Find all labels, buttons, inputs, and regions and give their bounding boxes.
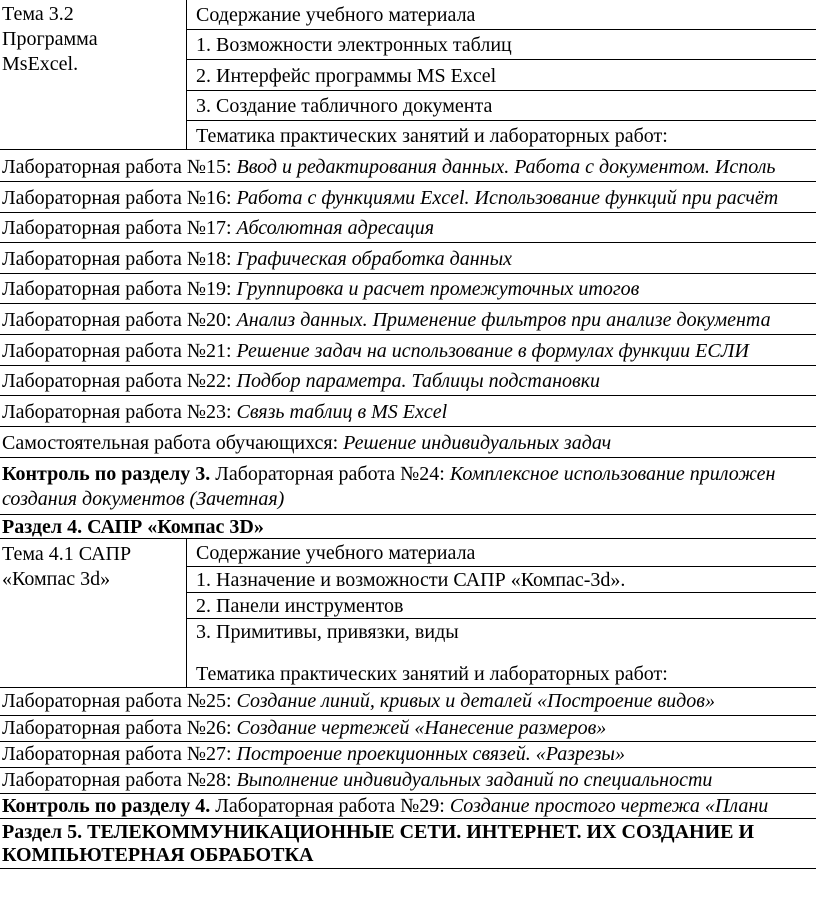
row-divider: [0, 687, 816, 688]
lab-label: Лабораторная работа №17:: [2, 217, 237, 239]
lab-label: Лабораторная работа №29:: [210, 795, 450, 817]
content-item: 3. Примитивы, привязки, виды: [196, 621, 459, 643]
row-divider: [0, 181, 816, 182]
self-study-title: Решение индивидуальных задач: [343, 432, 612, 454]
row-divider: [186, 566, 816, 567]
lab-label: Лабораторная работа №20:: [2, 309, 237, 331]
lab-title: Ввод и редактирования данных. Работа с документом. Исполь: [236, 156, 776, 178]
row-divider: [0, 395, 816, 396]
topic-4-1-title: Тема 4.1 САПР: [2, 543, 132, 565]
topic-3-2-title: MsExcel.: [2, 53, 79, 75]
section-control-row: [2, 462, 816, 486]
column-divider: [186, 0, 187, 149]
lab-row: [2, 277, 816, 301]
topic-4-1-title: «Компас 3d»: [2, 568, 111, 590]
row-divider: [186, 592, 816, 593]
row-divider: [0, 149, 816, 150]
lab-title: создания документов (Зачетная): [2, 488, 285, 510]
row-divider: [0, 426, 816, 427]
lab-title: Решение задач на использование в формулах функции ЕСЛИ: [236, 340, 749, 362]
content-item: 1. Возможности электронных таблиц: [196, 34, 512, 56]
lab-row: [2, 308, 816, 332]
lab-row: [2, 369, 816, 393]
content-header: Содержание учебного материала: [196, 4, 476, 26]
lab-title: Анализ данных. Применение фильтров при анализе документа: [236, 309, 771, 331]
lab-title: Построение проекционных связей. «Разрезы»: [236, 743, 625, 765]
lab-title: Абсолютная адресация: [236, 217, 434, 239]
row-divider: [0, 242, 816, 243]
topic-3-2-title: Тема 3.2: [2, 3, 74, 25]
lab-title: Создание чертежей «Нанесение размеров»: [236, 717, 607, 739]
section-5-heading: Раздел 5. ТЕЛЕКОММУНИКАЦИОННЫЕ СЕТИ. ИНТЕРНЕТ. ИХ СОЗДАНИЕ И: [2, 821, 755, 843]
lab-row: [2, 339, 816, 363]
lab-title: Подбор параметра. Таблицы подстановки: [236, 370, 601, 392]
row-divider: [186, 90, 816, 91]
lab-label: Лабораторная работа №15:: [2, 156, 237, 178]
content-item: 2. Панели инструментов: [196, 595, 404, 617]
row-divider: [186, 59, 816, 60]
lab-row: [2, 216, 816, 240]
practical-topics-header: Тематика практических занятий и лабораторных работ:: [196, 125, 668, 147]
self-study-row: [2, 431, 816, 455]
lab-label: Лабораторная работа №28:: [2, 769, 237, 791]
lab-row: [2, 768, 816, 792]
row-divider: [0, 212, 816, 213]
control-label: Контроль по разделу 3.: [2, 463, 211, 485]
lab-title: Комплексное использование приложен: [449, 463, 776, 485]
content-item: 2. Интерфейс программы MS Excel: [196, 65, 497, 87]
content-header: Содержание учебного материала: [196, 542, 476, 564]
lab-label: Лабораторная работа №23:: [2, 401, 237, 423]
lab-row: [2, 155, 816, 179]
row-divider: [0, 457, 816, 458]
row-divider: [0, 818, 816, 819]
row-divider: [0, 334, 816, 335]
column-divider: [186, 538, 187, 687]
lab-label: Лабораторная работа №25:: [2, 690, 237, 712]
lab-title: Создание простого чертежа «Плани: [449, 795, 769, 817]
lab-row: [2, 742, 816, 766]
lab-label: Лабораторная работа №21:: [2, 340, 237, 362]
lab-label: Лабораторная работа №27:: [2, 743, 237, 765]
row-divider: [0, 303, 816, 304]
section-4-heading: Раздел 4. САПР «Компас 3D»: [2, 516, 264, 538]
lab-label: Лабораторная работа №22:: [2, 370, 237, 392]
content-item: 3. Создание табличного документа: [196, 95, 493, 117]
row-divider: [0, 273, 816, 274]
lab-row: [2, 689, 816, 713]
lab-title: Связь таблиц в MS Excel: [236, 401, 448, 423]
self-study-label: Самостоятельная работа обучающихся:: [2, 432, 344, 454]
control-label: Контроль по разделу 4.: [2, 795, 211, 817]
lab-title: Создание линий, кривых и деталей «Построение видов»: [236, 690, 715, 712]
lab-label: Лабораторная работа №19:: [2, 278, 237, 300]
lab-label: Лабораторная работа №26:: [2, 717, 237, 739]
row-divider: [186, 618, 816, 619]
section-5-heading: КОМПЬЮТЕРНАЯ ОБРАБОТКА: [2, 844, 314, 866]
lab-title: Выполнение индивидуальных заданий по специальности: [236, 769, 713, 791]
lab-row: [2, 716, 816, 740]
section-control-row-continued: [2, 487, 816, 511]
topic-3-2-title: Программа: [2, 28, 98, 50]
lab-row: [2, 247, 816, 271]
lab-label: Лабораторная работа №18:: [2, 248, 237, 270]
lab-row: [2, 186, 816, 210]
lab-title: Группировка и расчет промежуточных итогов: [236, 278, 640, 300]
row-divider: [186, 120, 816, 121]
lab-title: Работа с функциями Excel. Использование функций при расчёт: [236, 187, 779, 209]
practical-topics-header: Тематика практических занятий и лабораторных работ:: [196, 663, 668, 685]
content-item: 1. Назначение и возможности САПР «Компас-3d».: [196, 569, 626, 591]
lab-row: [2, 400, 816, 424]
section-control-row: [2, 794, 816, 818]
lab-label: Лабораторная работа №16:: [2, 187, 237, 209]
lab-title: Графическая обработка данных: [236, 248, 513, 270]
row-divider: [0, 365, 816, 366]
lab-label: Лабораторная работа №24:: [210, 463, 450, 485]
row-divider: [186, 29, 816, 30]
row-divider: [0, 868, 816, 869]
